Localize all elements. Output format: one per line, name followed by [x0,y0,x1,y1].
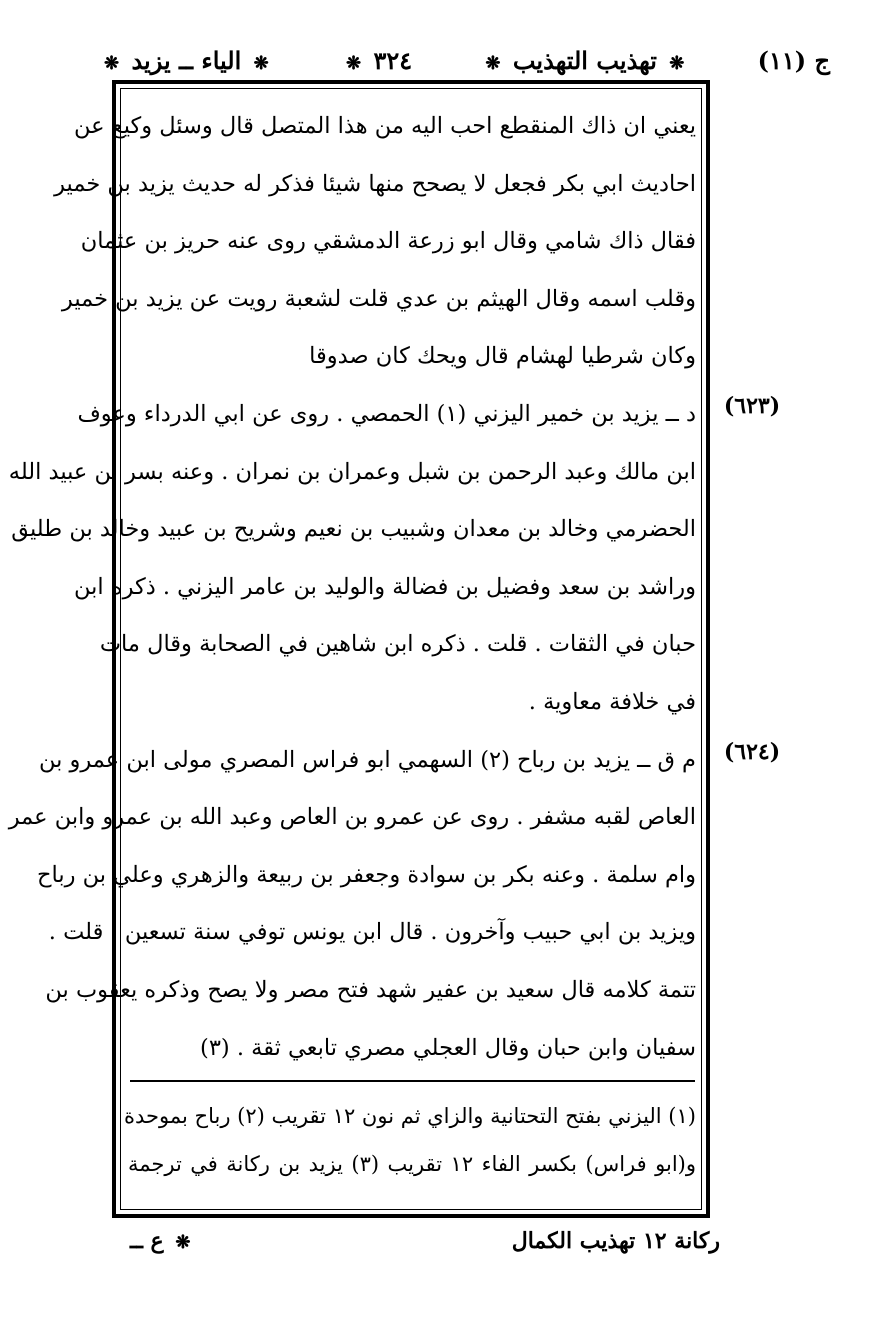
footnote-rule [130,1080,695,1082]
ornament-icon: ❋ [345,52,362,74]
entry-number: (٦٢٣) [723,393,781,419]
entry-line: ابن مالك وعبد الرحمن بن شبل وعمران بن نمران . وعنه بسر بن عبيد الله [8,458,696,485]
entry-line: وام سلمة . وعنه بكر بن سوادة وجعفر بن ربيعة والزهري وعلي بن رباح [36,861,696,888]
footnote-line: (١) اليزني بفتح التحتانية والزاي ثم نون ١٢ تقريب (٢) رباح بموحدة [124,1104,696,1128]
ornament-icon: ❋ [485,52,501,74]
volume-label: ج (١١) [757,45,830,75]
text-line: احاديث ابي بكر فجعل لا يصحح منها شيئا فذكر له حديث يزيد بن خمير [54,170,696,197]
ornament-icon: ❋ [104,52,120,74]
entry-line: تتمة كلامه قال سعيد بن عفير شهد فتح مصر ولا يصح وذكره يعقوب بن [45,976,696,1003]
entry-line: الحضرمي وخالد بن معدان وشبيب بن نعيم وشريح بن عبيد وخالد بن طليق [11,516,696,543]
entry-line: في خلافة معاوية . [528,688,696,715]
running-head [100,38,830,82]
entry-line: م ق ــ يزيد بن رباح (٢) السهمي ابو فراس المصري مولى ابن عمرو بن [38,746,696,773]
book-title: تهذيب التهذيب [512,45,657,75]
section-group [100,46,273,75]
ornament-icon: ❋ [253,52,269,74]
section-title: الياء ــ يزيد [131,45,242,75]
entry-number: (٦٢٤) [723,739,781,765]
page-number-group [342,46,412,75]
signature-mark [130,1228,194,1254]
entry-line: سفيان وابن حبان وقال العجلي مصري تابعي ثقة . (٣) [200,1034,696,1061]
text-line: يعني ان ذاك المنقطع احب اليه من هذا المتصل قال وسئل وكيع عن [74,113,696,139]
text-line: وكان شرطيا لهشام قال ويحك كان صدوقا [309,343,696,370]
footnotes [124,1092,696,1188]
text-line: فقال ذاك شامي وقال ابو زرعة الدمشقي روى عنه حريز بن عثمان [80,228,696,255]
ornament-icon: ❋ [175,1232,191,1253]
footnote-line: و(ابو فراس) بكسر الفاء ١٢ تقريب (٣) يزيد بن ركانة في ترجمة [128,1152,696,1176]
book-title-group [481,46,688,75]
page-number: ٣٢٤ [373,45,413,75]
ornament-icon: ❋ [669,52,685,74]
page-foot [130,1228,720,1254]
entry-line: العاص لقبه مشفر . روى عن عمرو بن العاص وعبد الله بن عمرو وابن عمر [8,804,696,831]
entry-line: حبان في الثقات . قلت . ذكره ابن شاهين في الصحابة وقال مات [99,631,696,658]
catchword: ركانة ١٢ تهذيب الكمال [511,1228,720,1254]
signature: ع ــ [130,1228,164,1254]
entry-line: ويزيد بن ابي حبيب وآخرون . قال ابن يونس توفي سنة تسعين . قلت . [48,919,696,946]
entry-line: وراشد بن سعد وفضيل بن فضالة والوليد بن عامر اليزني . ذكره ابن [73,573,696,600]
text-line: وقلب اسمه وقال الهيثم بن عدي قلت لشعبة رويت عن يزيد بن خمير [61,285,696,312]
entry-line: د ــ يزيد بن خمير اليزني (١) الحمصي . روى عن ابي الدرداء وعوف [77,400,696,427]
main-text [8,98,696,1077]
